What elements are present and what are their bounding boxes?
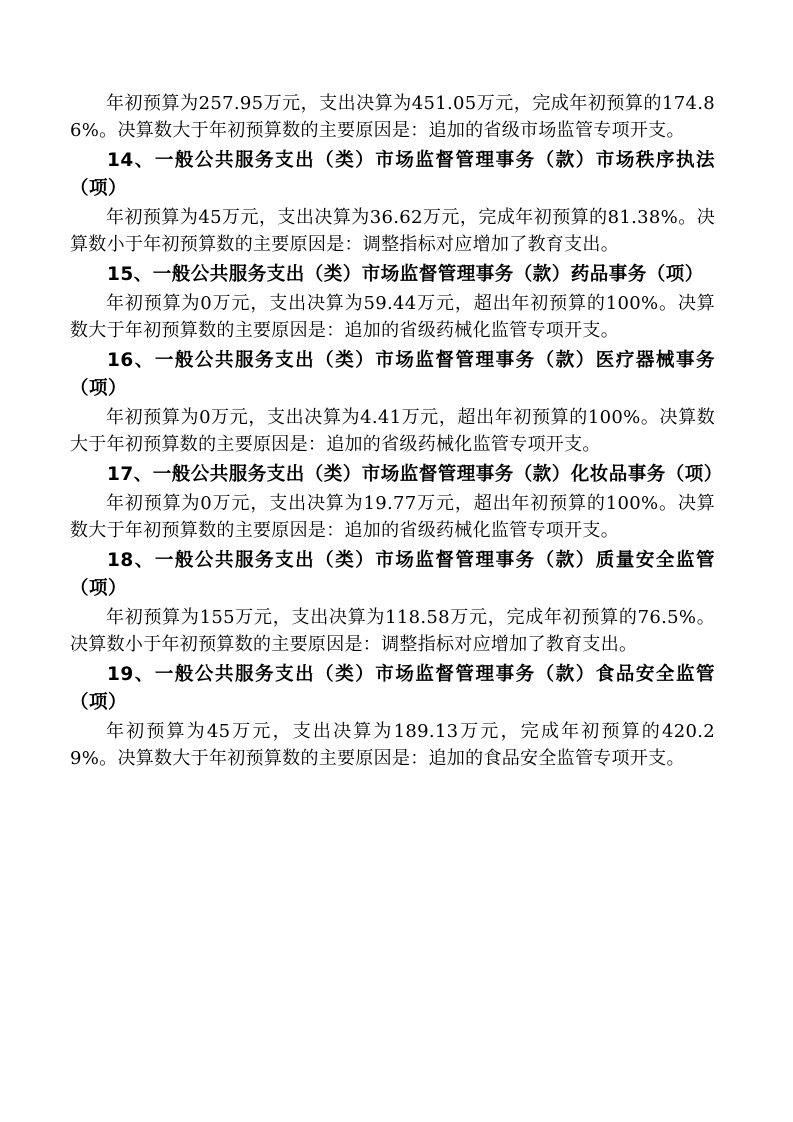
section-body-19: 年初预算为45万元，支出决算为189.13万元，完成年初预算的420.29%。决算数大于年初预算数的主要原因是：追加的食品安全监管专项开支。 bbox=[70, 721, 715, 769]
section-heading-15: 15、一般公共服务支出（类）市场监督管理事务（款）药品事务（项） bbox=[107, 264, 704, 285]
document-page bbox=[70, 90, 723, 772]
section-body-16: 年初预算为0万元，支出决算为4.41万元，超出年初预算的100%。决算数大于年初预算数的主要原因是：追加的省级药械化监管专项开支。 bbox=[70, 407, 715, 455]
section-heading-18: 18、一般公共服务支出（类）市场监督管理事务（款）质量安全监管（项） bbox=[70, 550, 715, 599]
section-body-14: 年初预算为45万元，支出决算为36.62万元，完成年初预算的81.38%。决算数小于年初预算数的主要原因是：调整指标对应增加了教育支出。 bbox=[70, 207, 715, 255]
section-heading-16: 16、一般公共服务支出（类）市场监督管理事务（款）医疗器械事务（项） bbox=[70, 350, 715, 399]
section-body-18: 年初预算为155万元，支出决算为118.58万元，完成年初预算的76.5%。决算数小于年初预算数的主要原因是：调整指标对应增加了教育支出。 bbox=[70, 607, 715, 655]
section-heading-17: 17、一般公共服务支出（类）市场监督管理事务（款）化妆品事务（项） bbox=[107, 464, 723, 485]
section-heading-14: 14、一般公共服务支出（类）市场监督管理事务（款）市场秩序执法（项） bbox=[70, 150, 715, 199]
section-body-15: 年初预算为0万元，支出决算为59.44万元，超出年初预算的100%。决算数大于年初预算数的主要原因是：追加的省级药械化监管专项开支。 bbox=[70, 293, 715, 341]
section-body-17: 年初预算为0万元，支出决算为19.77万元，超出年初预算的100%。决算数大于年初预算数的主要原因是：追加的省级药械化监管专项开支。 bbox=[70, 493, 715, 541]
section-heading-19: 19、一般公共服务支出（类）市场监督管理事务（款）食品安全监管（项） bbox=[70, 664, 715, 713]
section-body-13: 年初预算为257.95万元，支出决算为451.05万元，完成年初预算的174.86%。决算数大于年初预算数的主要原因是：追加的省级市场监管专项开支。 bbox=[70, 93, 715, 141]
